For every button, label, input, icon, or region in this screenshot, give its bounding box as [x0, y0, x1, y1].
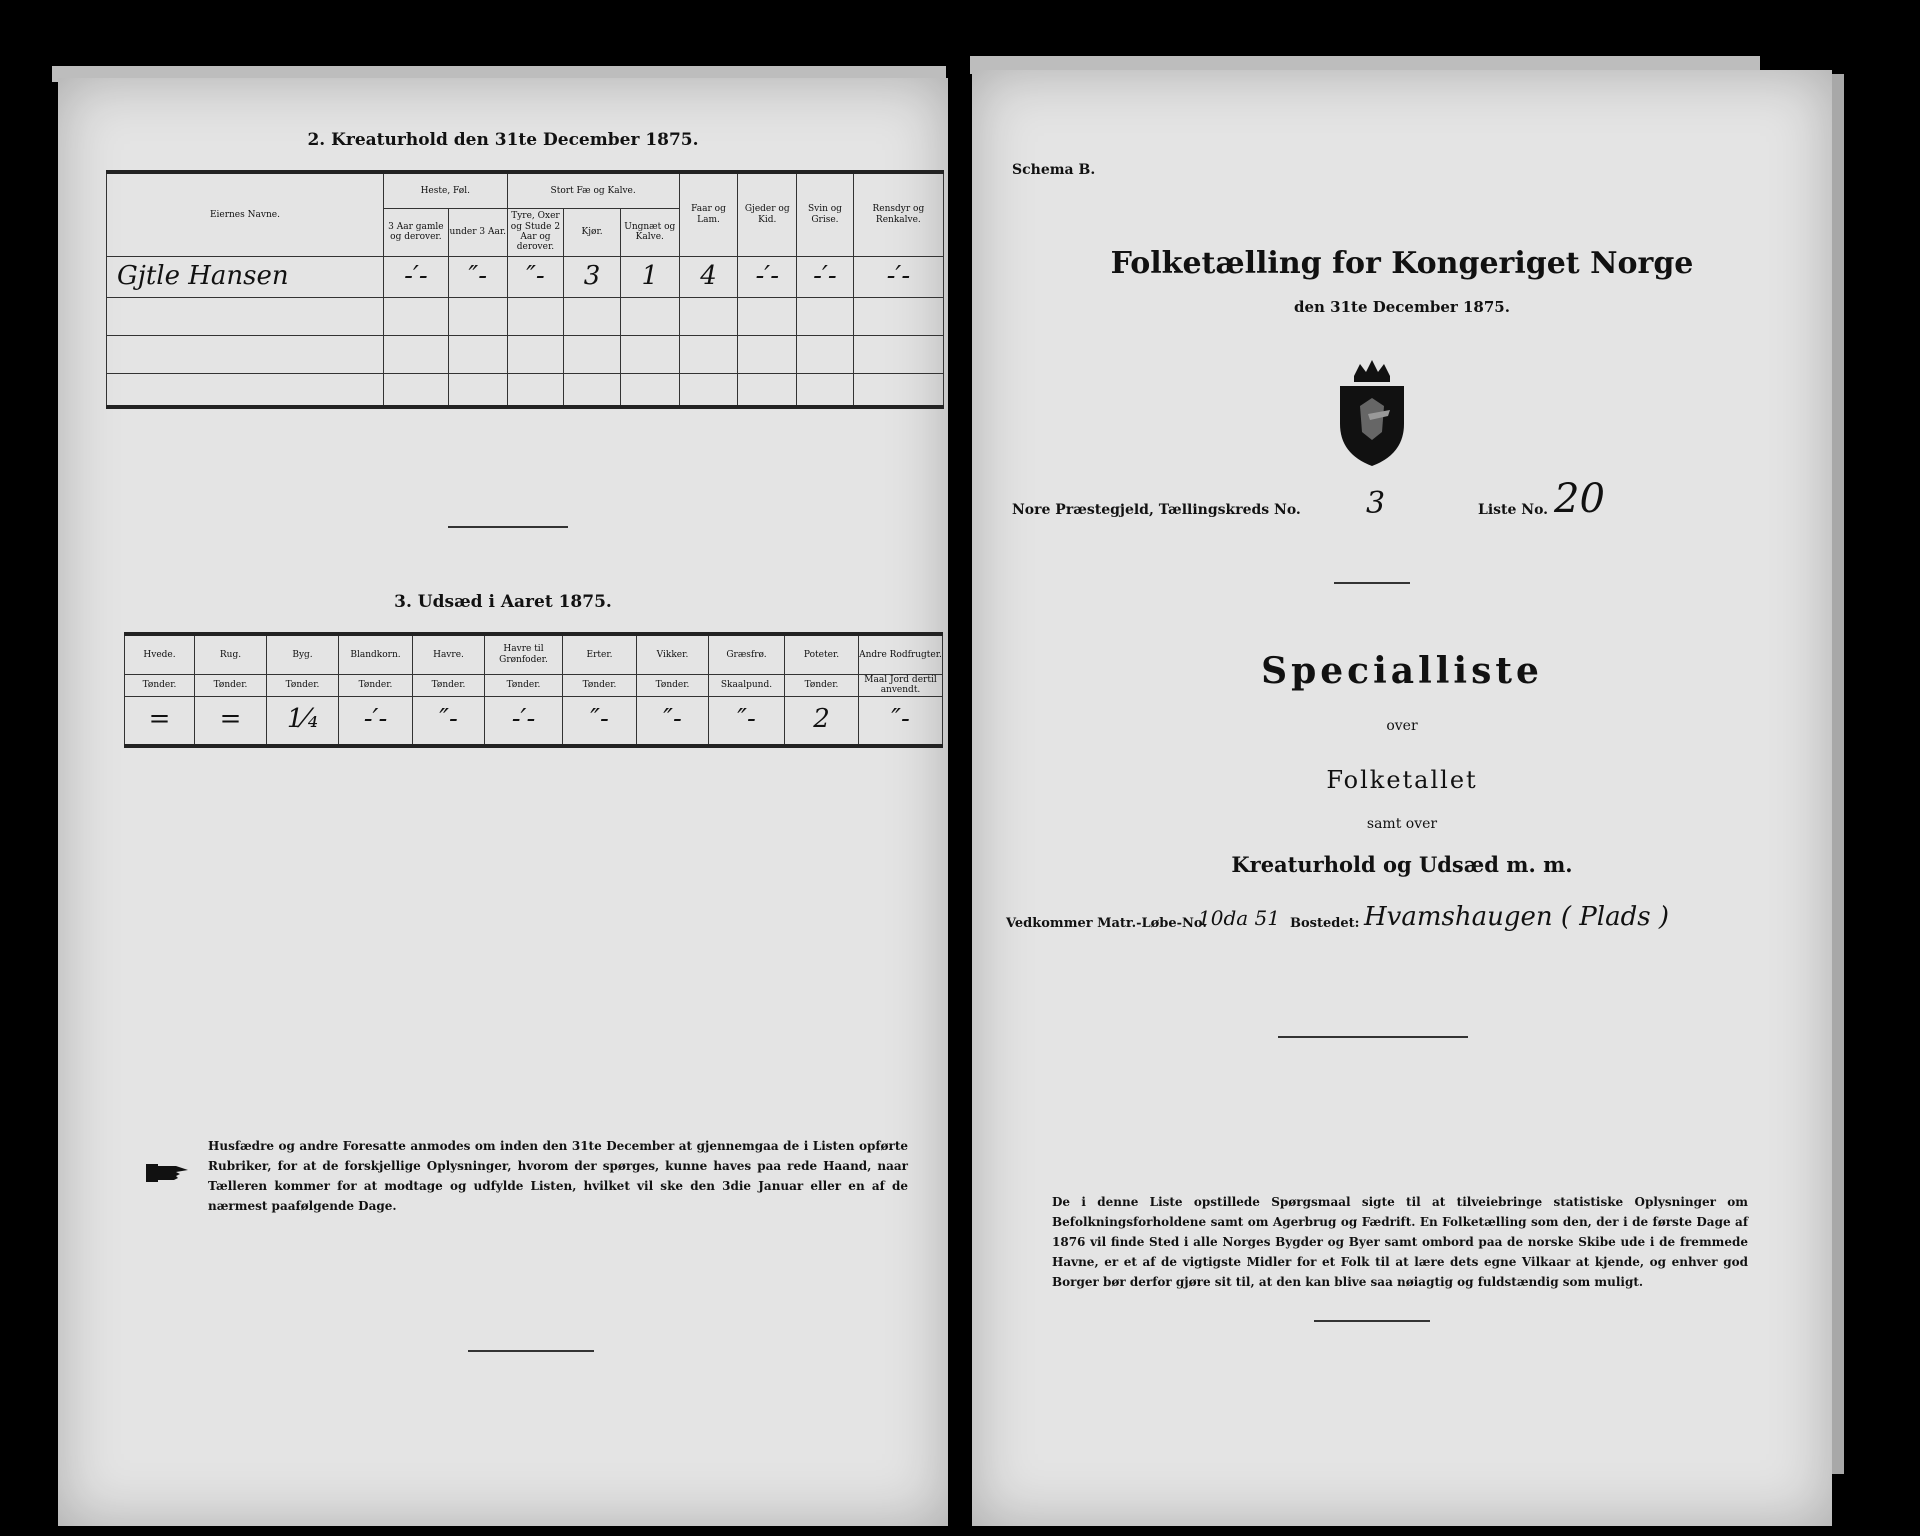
crop-header: Blandkorn.	[339, 634, 413, 674]
kreaturhold-heading: Kreaturhold og Udsæd m. m.	[1231, 852, 1573, 877]
schema-label: Schema B.	[1012, 162, 1096, 178]
crop-header: Vikker.	[637, 634, 709, 674]
header-bulls: Tyre, Oxer og Stude 2 Aar og derover.	[507, 208, 564, 256]
header-horses-old: 3 Aar gamle og derover.	[383, 208, 448, 256]
header-horses: Heste, Føl.	[383, 172, 507, 208]
crop-header: Andre Rodfrugter.	[859, 634, 943, 674]
crop-value: -′-	[339, 696, 413, 746]
cell-goats: -′-	[738, 256, 797, 297]
table-row	[107, 256, 944, 297]
crop-value: ″-	[709, 696, 785, 746]
crop-value: ″-	[637, 696, 709, 746]
cell-reindeer: -′-	[853, 256, 943, 297]
title-date: den 31te December 1875.	[1294, 298, 1510, 316]
divider	[468, 1350, 594, 1352]
crop-unit: Tønder.	[413, 674, 485, 696]
section2-title: 2. Kreaturhold den 31te December 1875.	[307, 130, 699, 150]
folketallet-heading: Folketallet	[1326, 766, 1478, 794]
crop-value: 2	[785, 696, 859, 746]
samt-over-label: samt over	[1366, 816, 1438, 832]
crop-header: Rug.	[195, 634, 267, 674]
crop-value: -′-	[485, 696, 563, 746]
livestock-table	[106, 170, 944, 409]
cell-young: 1	[620, 256, 679, 297]
divider	[1334, 582, 1410, 584]
list-label: Liste No.	[1478, 502, 1549, 518]
header-goats: Gjeder og Kid.	[738, 172, 797, 256]
crop-value: ″-	[563, 696, 637, 746]
divider	[1278, 1036, 1468, 1038]
crop-unit: Tønder.	[267, 674, 339, 696]
crop-unit: Maal Jord dertil anvendt.	[859, 674, 943, 696]
header-cows: Kjør.	[564, 208, 621, 256]
over-label: over	[1386, 718, 1418, 734]
header-horses-young: under 3 Aar.	[448, 208, 507, 256]
crop-value: ″-	[859, 696, 943, 746]
table-row	[107, 373, 944, 407]
crop-table	[124, 632, 943, 748]
bosted-value: Hvamshaugen ( Plads )	[1364, 902, 1670, 932]
crop-header: Havre til Grønfoder.	[485, 634, 563, 674]
notice-text: Husfædre og andre Foresatte anmodes om inden den 31te December at gjennemgaa de i Listen opførte Rubriker, for at de forskjellige Oplysninger, hvorom der spørges, kunne haves paa rede Haand, naar Tælleren kommer for at modtage og udfylde Listen, hvilket vil ske den 3die Januar eller en af de nærmest paafølgende Dage.	[208, 1139, 908, 1213]
specialliste-heading: Specialliste	[1261, 650, 1543, 692]
crop-unit: Tønder.	[485, 674, 563, 696]
crop-header: Erter.	[563, 634, 637, 674]
bosted-label: Bostedet:	[1290, 916, 1360, 931]
crop-value: =	[195, 696, 267, 746]
district-label: Nore Præstegjeld, Tællingskreds No.	[1012, 502, 1301, 518]
header-owner: Eiernes Navne.	[107, 172, 384, 256]
crop-value: =	[125, 696, 195, 746]
crop-header: Græsfrø.	[709, 634, 785, 674]
cell-sheep: 4	[679, 256, 738, 297]
norway-coat-of-arms-icon	[1332, 358, 1412, 468]
cell-cows: 3	[564, 256, 621, 297]
divider	[448, 526, 568, 528]
crop-header: Havre.	[413, 634, 485, 674]
notice-text: De i denne Liste opstillede Spørgsmaal sigte til at tilveiebringe statistiske Oplysninger om Befolkningsforholdene samt om Agerbrug og Fædrift. En Folketælling som den, der i de første Dage af 1876 vil finde Sted i alle Norges Bygder og Byer samt ombord paa de norske Skibe ude i de fremmede Havne, er et af de vigtigste Midler for et Folk til at lære dets egne Vilkaar at kjende, og enhver god Borger bør derfor gjøre sit til, at den kan blive saa nøiagtig og fuldstændig som muligt.	[1052, 1195, 1748, 1289]
cell-horses-old: -′-	[383, 256, 448, 297]
matr-label: Vedkommer Matr.-Løbe-No.	[1006, 916, 1207, 931]
pointing-hand-icon	[146, 1158, 190, 1186]
crop-unit: Tønder.	[785, 674, 859, 696]
crop-unit: Tønder.	[637, 674, 709, 696]
crop-unit: Tønder.	[339, 674, 413, 696]
header-reindeer: Rensdyr og Renkalve.	[853, 172, 943, 256]
right-page	[972, 70, 1832, 1526]
main-title: Folketælling for Kongeriget Norge	[1110, 246, 1694, 281]
cell-bulls: ″-	[507, 256, 564, 297]
table-row	[107, 335, 944, 373]
header-sheep: Faar og Lam.	[679, 172, 738, 256]
crop-value: ″-	[413, 696, 485, 746]
cell-pigs: -′-	[797, 256, 854, 297]
crop-unit: Skaalpund.	[709, 674, 785, 696]
crop-value: 1⁄₄	[267, 696, 339, 746]
header-young: Ungnæt og Kalve.	[620, 208, 679, 256]
crop-unit: Tønder.	[563, 674, 637, 696]
matr-value: 10da 51	[1198, 906, 1280, 930]
crop-unit: Tønder.	[125, 674, 195, 696]
header-pigs: Svin og Grise.	[797, 172, 854, 256]
left-page	[58, 78, 948, 1526]
list-number: 20	[1554, 476, 1605, 522]
owner-name: Gjtle Hansen	[107, 256, 384, 297]
crop-unit: Tønder.	[195, 674, 267, 696]
header-cattle: Stort Fæ og Kalve.	[507, 172, 679, 208]
crop-header: Poteter.	[785, 634, 859, 674]
district-number: 3	[1366, 486, 1386, 521]
divider	[1314, 1320, 1430, 1322]
crop-header: Hvede.	[125, 634, 195, 674]
table-row	[107, 297, 944, 335]
crop-header: Byg.	[267, 634, 339, 674]
cell-horses-young: ″-	[448, 256, 507, 297]
section3-title: 3. Udsæd i Aaret 1875.	[394, 592, 612, 612]
